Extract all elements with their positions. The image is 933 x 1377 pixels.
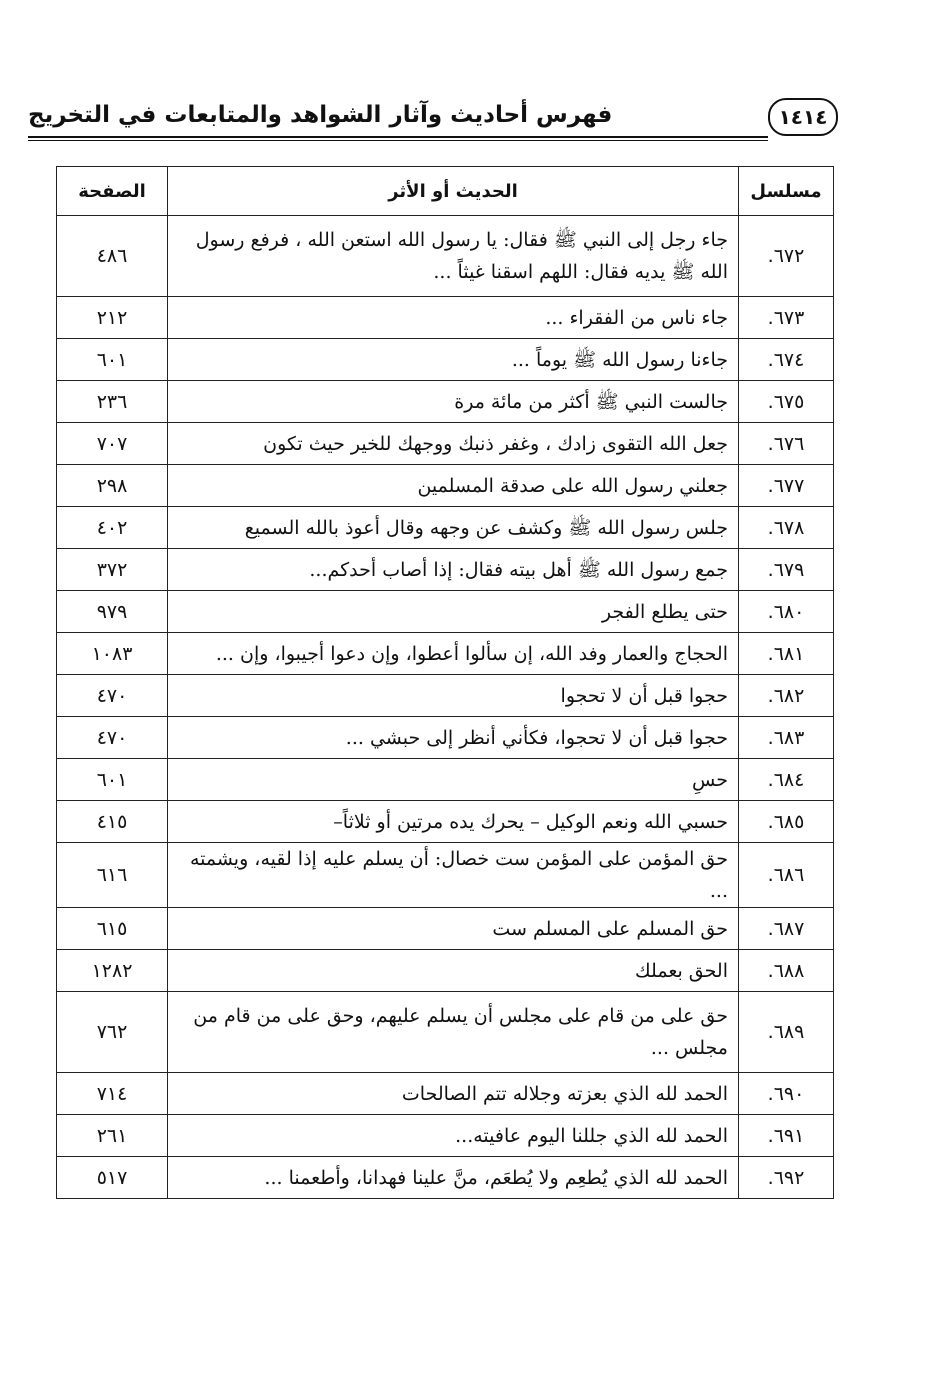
hadith-text-cell: الحق بعملك <box>168 950 739 992</box>
serial-cell: ٦٩١. <box>739 1115 834 1157</box>
page-cell: ٢٩٨ <box>57 465 168 507</box>
page-cell: ٤٧٠ <box>57 717 168 759</box>
table-row <box>57 801 834 843</box>
header-rule-thin <box>28 140 768 141</box>
table-row <box>57 591 834 633</box>
page-cell: ٤١٥ <box>57 801 168 843</box>
serial-cell: ٦٧٦. <box>739 423 834 465</box>
table-row <box>57 992 834 1073</box>
hadith-text-cell: جالست النبي ﷺ أكثر من مائة مرة <box>168 381 739 423</box>
hadith-text-cell: حتى يطلع الفجر <box>168 591 739 633</box>
serial-cell: ٦٨٧. <box>739 908 834 950</box>
hadith-text-cell: حق المسلم على المسلم ست <box>168 908 739 950</box>
serial-cell: ٦٨٦. <box>739 843 834 908</box>
hadith-text-cell: الحمد لله الذي جللنا اليوم عافيته... <box>168 1115 739 1157</box>
serial-cell: ٦٨٩. <box>739 992 834 1073</box>
serial-cell: ٦٨٨. <box>739 950 834 992</box>
page-cell: ٦٠١ <box>57 759 168 801</box>
serial-cell: ٦٨٣. <box>739 717 834 759</box>
table-row <box>57 339 834 381</box>
table-row <box>57 950 834 992</box>
column-header-serial: مسلسل <box>739 167 834 216</box>
hadith-text-cell: جعلني رسول الله على صدقة المسلمين <box>168 465 739 507</box>
table-row <box>57 908 834 950</box>
table-row <box>57 717 834 759</box>
serial-cell: ٦٨٤. <box>739 759 834 801</box>
hadith-text-cell: جلس رسول الله ﷺ وكشف عن وجهه وقال أعوذ بالله السميع <box>168 507 739 549</box>
table-row <box>57 1073 834 1115</box>
serial-cell: ٦٧٢. <box>739 216 834 297</box>
table-row <box>57 1157 834 1199</box>
table-row <box>57 423 834 465</box>
page-cell: ٤٠٢ <box>57 507 168 549</box>
table-row <box>57 381 834 423</box>
page-cell: ٥١٧ <box>57 1157 168 1199</box>
page-cell: ٧٠٧ <box>57 423 168 465</box>
hadith-text-cell: جاء رجل إلى النبي ﷺ فقال: يا رسول الله استعن الله ، فرفع رسول الله ﷺ يديه فقال: اللهم اسقنا غيثاً ... <box>168 216 739 297</box>
page-cell: ٤٨٦ <box>57 216 168 297</box>
serial-cell: ٦٨٢. <box>739 675 834 717</box>
page-cell: ٣٧٢ <box>57 549 168 591</box>
page-cell: ٦١٦ <box>57 843 168 908</box>
table-row <box>57 843 834 908</box>
serial-cell: ٦٨١. <box>739 633 834 675</box>
table-row <box>57 507 834 549</box>
running-title: فهرس أحاديث وآثار الشواهد والمتابعات في التخريج <box>28 102 613 128</box>
page-cell: ٦٠١ <box>57 339 168 381</box>
page-header <box>28 96 838 142</box>
hadith-text-cell: حجوا قبل أن لا تحجوا <box>168 675 739 717</box>
hadith-index-table <box>56 166 834 1199</box>
hadith-text-cell: حجوا قبل أن لا تحجوا، فكأني أنظر إلى حبشي ... <box>168 717 739 759</box>
table-row <box>57 465 834 507</box>
page-cell: ٦١٥ <box>57 908 168 950</box>
page-cell: ٢٦١ <box>57 1115 168 1157</box>
serial-cell: ٦٨٠. <box>739 591 834 633</box>
hadith-text-cell: جاءنا رسول الله ﷺ يوماً ... <box>168 339 739 381</box>
hadith-text-cell: الحمد لله الذي يُطعِم ولا يُطعَم، منَّ علينا فهدانا، وأطعمنا ... <box>168 1157 739 1199</box>
table-row <box>57 1115 834 1157</box>
serial-cell: ٦٧٨. <box>739 507 834 549</box>
serial-cell: ٦٨٥. <box>739 801 834 843</box>
hadith-text-cell: حق المؤمن على المؤمن ست خصال: أن يسلم عليه إذا لقيه، ويشمته ... <box>168 843 739 908</box>
hadith-text-cell: حسبي الله ونعم الوكيل – يحرك يده مرتين أو ثلاثاً– <box>168 801 739 843</box>
header-rule <box>28 136 768 138</box>
page-cell: ١٠٨٣ <box>57 633 168 675</box>
page-cell: ٢٣٦ <box>57 381 168 423</box>
table-row <box>57 549 834 591</box>
serial-cell: ٦٩٢. <box>739 1157 834 1199</box>
serial-cell: ٦٧٣. <box>739 297 834 339</box>
serial-cell: ٦٧٤. <box>739 339 834 381</box>
table-row <box>57 759 834 801</box>
page-cell: ٢١٢ <box>57 297 168 339</box>
page-cell: ٧١٤ <box>57 1073 168 1115</box>
serial-cell: ٦٩٠. <box>739 1073 834 1115</box>
column-header-page: الصفحة <box>57 167 168 216</box>
page-cell: ٤٧٠ <box>57 675 168 717</box>
hadith-text-cell: الحمد لله الذي بعزته وجلاله تتم الصالحات <box>168 1073 739 1115</box>
page-cell: ٩٧٩ <box>57 591 168 633</box>
serial-cell: ٦٧٩. <box>739 549 834 591</box>
page-number-badge: ١٤١٤ <box>768 98 838 136</box>
serial-cell: ٦٧٥. <box>739 381 834 423</box>
table-row <box>57 675 834 717</box>
table-row <box>57 633 834 675</box>
hadith-text-cell: حسِ <box>168 759 739 801</box>
serial-cell: ٦٧٧. <box>739 465 834 507</box>
hadith-text-cell: جمع رسول الله ﷺ أهل بيته فقال: إذا أصاب أحدكم... <box>168 549 739 591</box>
column-header-text: الحديث أو الأثر <box>168 167 739 216</box>
table-row <box>57 297 834 339</box>
page-cell: ٧٦٢ <box>57 992 168 1073</box>
page-cell: ١٢٨٢ <box>57 950 168 992</box>
hadith-text-cell: حق على من قام على مجلس أن يسلم عليهم، وحق على من قام من مجلس ... <box>168 992 739 1073</box>
hadith-text-cell: جاء ناس من الفقراء ... <box>168 297 739 339</box>
hadith-text-cell: الحجاج والعمار وفد الله، إن سألوا أعطوا، وإن دعوا أجيبوا، وإن ... <box>168 633 739 675</box>
table-header-row <box>57 167 834 216</box>
table-row <box>57 216 834 297</box>
hadith-text-cell: جعل الله التقوى زادك ، وغفر ذنبك ووجهك للخير حيث تكون <box>168 423 739 465</box>
